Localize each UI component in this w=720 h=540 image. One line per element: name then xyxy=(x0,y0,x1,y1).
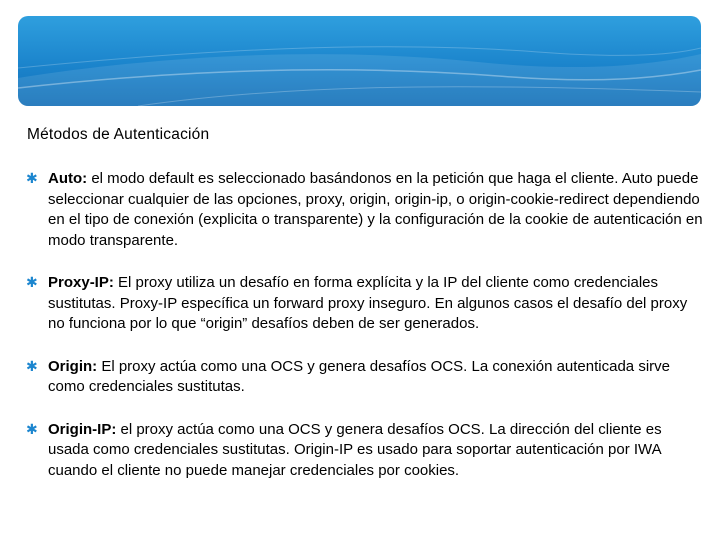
list-item-label: Origin-IP: xyxy=(48,420,117,438)
list-item xyxy=(26,420,706,482)
list-item-body: El proxy actúa como una OCS y genera desafíos OCS. La conexión autenticada sirve como credenciales sustitutas. xyxy=(48,357,670,395)
list-item-label: Auto: xyxy=(48,170,88,187)
list-item-body: el modo default es seleccionado basándonos en la petición que haga el cliente. Auto puede seleccionar cualquier de las opciones, proxy, origin, origin-ip, o origin-cookie-redirect dependiendo en el tipo de conexión (explicita o transparente) y la configuración de la cookie de autenticación en modo transparente. xyxy=(48,170,703,249)
asterisk-bullet-icon: ✱ xyxy=(26,357,38,374)
list-item-text xyxy=(48,169,706,251)
asterisk-bullet-icon: ✱ xyxy=(26,420,38,437)
list-item-label: Proxy-IP: xyxy=(48,274,114,291)
list-item-body: el proxy actúa como una OCS y genera desafíos OCS. La dirección del cliente es usada como credenciales sustitutas. Origin-IP es usado para soportar autenticación por IWA cuando el cliente no puede manejar credenciales por cookies. xyxy=(48,420,662,479)
list-item xyxy=(26,357,706,398)
bullet-list xyxy=(26,169,706,503)
list-item-text xyxy=(48,357,706,398)
banner-wave-decoration xyxy=(18,16,701,106)
list-item-label: Origin: xyxy=(48,357,98,375)
list-item-text xyxy=(48,273,706,335)
list-item xyxy=(26,169,706,251)
list-item-body: El proxy utiliza un desafío en forma explícita y la IP del cliente como credenciales sustitutas. Proxy-IP específica un forward proxy inseguro. En algunos casos el desafío del proxy no funciona por lo que “origin” desafíos deben de ser generados. xyxy=(48,274,688,332)
header-banner xyxy=(18,16,701,106)
asterisk-bullet-icon: ✱ xyxy=(26,274,38,290)
slide-title: Métodos de Autenticación xyxy=(27,126,210,143)
list-item xyxy=(26,273,706,335)
list-item-text xyxy=(48,420,706,482)
asterisk-bullet-icon: ✱ xyxy=(26,170,38,186)
